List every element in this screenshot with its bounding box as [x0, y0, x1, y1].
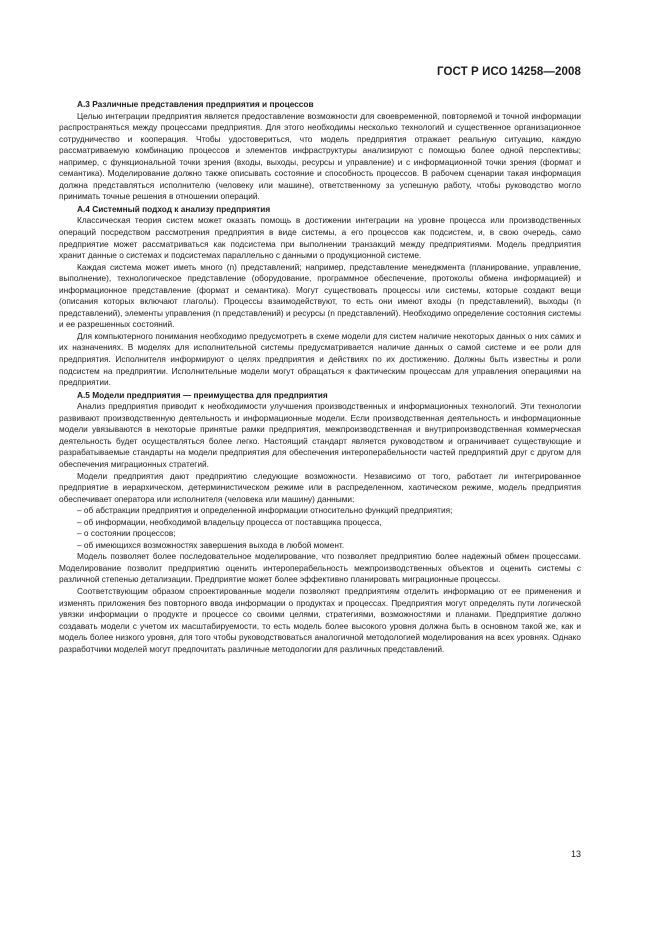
page-number: 13 — [570, 849, 581, 859]
list-item: – об имеющихся возможностях завершения выхода в любой момент. — [77, 539, 345, 550]
capability-list — [59, 505, 581, 551]
paragraph: Классическая теория систем может оказать помощь в достижении интеграции на уровне процесса или производственных операций посредством рассмотрения предприятия в виде системы, а его процессов как подсистем, и, в свою очередь, само предприятие может рассматриваться как подсистема при выполнении транзакций между предприятиями. Модель предприятия хранит данные о системах и подсистемах параллельно с данными о продукционной системе. — [59, 215, 581, 261]
section-heading-a4: A.4 Системный подход к анализу предприятия — [77, 203, 271, 214]
document-header: ГОСТ Р ИСО 14258—2008 — [436, 66, 581, 78]
paragraph: Каждая система может иметь много (n) представлений; например, представление менеджмента (планирование, управление, выполнение), технологическое представление (оборудование, программное обеспечение, протоколы обмена информацией) и информационное представление (формат и семантика). Могут существовать процессы или системы, которые создают вещи (описания которых включают глаголы). Процессы взаимодействуют, то есть они имеют входы (n представлений), выходы (n представлений), элементы управления (n представлений) и ресурсы (n представлений). Необходимо определение состояния системы и ее разрешенных состояний. — [59, 261, 581, 330]
list-item: – об информации, необходимой владельцу процесса от поставщика процесса, — [77, 516, 382, 527]
document-body — [59, 98, 581, 655]
paragraph: Для компьютерного понимания необходимо предусмотреть в схеме модели для систем наличие некоторых данных о них самих и их назначениях. В моделях для исполнительной системы предусматривается наличие данных о самой системе и ее роли для предприятия. Исполнителя информируют о целях предприятия и действиях по их достижению. Должны быть известны и роли подсистем на предприятии. Исполнительные модели могут обращаться к фактическим процессам для управления операциями на предприятии. — [59, 330, 581, 388]
list-item: – об абстракции предприятия и определенной информации относительно функций предприятия; — [77, 505, 453, 516]
paragraph: Анализ предприятия приводит к необходимости улучшения производственных и информационных технологий. Эти технологии развивают производственную деятельность и информационные модели. Если производственная деятельность и информационные модели увязываются в некоторые принятые рамки предприятия, межпроизводственная и внутрипроизводственная коммерческая деятельность будет осуществляться более легко. Настоящий стандарт является руководством и ограничивает существующие и разрабатываемые стандарты на модели предприятия для обеспечения интероперабельности частей предприятий друг с другом для обеспечения миграционных стратегий. — [59, 401, 581, 469]
list-item: – о состоянии процессов; — [77, 528, 176, 539]
section-heading-a5: A.5 Модели предприятия — преимущества для предприятия — [77, 389, 328, 400]
paragraph: Модель позволяет более последовательное моделирование, что позволяет предприятию более надежный обмен процессами. Моделирование позволит предприятию оценить интероперабельность межпроизводственных объектов и оценить системы с различной степенью детализации. Предприятие может более эффективно планировать миграционные процессы. — [59, 551, 581, 585]
paragraph: Модели предприятия дают предприятию следующие возможности. Независимо от того, работает ли интегрированное предприятие в иерархическом, детерминистическом режиме или в распределенном, хаотическом режиме, модель предприятия обеспечивает оператора или исполнителя (человека или машину) данными: — [59, 470, 581, 504]
paragraph: Соответствующим образом спроектированные модели позволяют предприятиям отделить информацию от ее применения и изменять приложения без повторного ввода информации о продуктах и процессах. Предприятия могут определять пути логической увязки информации о продукте и процессе со своими целями, стратегиями, возможностями и планами. Предприятие должно создавать модели с учетом их масштабируемости, то есть модель более высокого уровня должна быть в основном такой же, как и модель более низкого уровня, для того чтобы руководствоваться аналогичной методологией моделирования на всех уровнях. Однако разработчики моделей могут предпочитать различные методологии для различных представлений. — [59, 585, 581, 654]
paragraph: Целью интеграции предприятия является предоставление возможности для своевременной, повторяемой и точной информации распространяться между процессами предприятия. Для этого необходимы несколько технологий и существенное организационное сотрудничество и кооперация. Чтобы удостовериться, что модель предприятия отражает реальную ситуацию, каждую рассматриваемую комбинацию процессов и элементов инфраструктуры анализируют с помощью более одной перспективы; например, с функциональной точки зрения (входы, выходы, ресурсы и управление) и с информационной точки зрения (формат и семантика). Моделирование должно также описывать состояние и способность процессов. В рабочем сценарии такая информация должна представляться исполнителю (человеку или машине), ответственному за успешную работу, чтобы руководство могло принимать точные решения в отношении операций. — [59, 110, 581, 202]
section-heading-a3: A.3 Различные представления предприятия и процессов — [77, 99, 314, 109]
